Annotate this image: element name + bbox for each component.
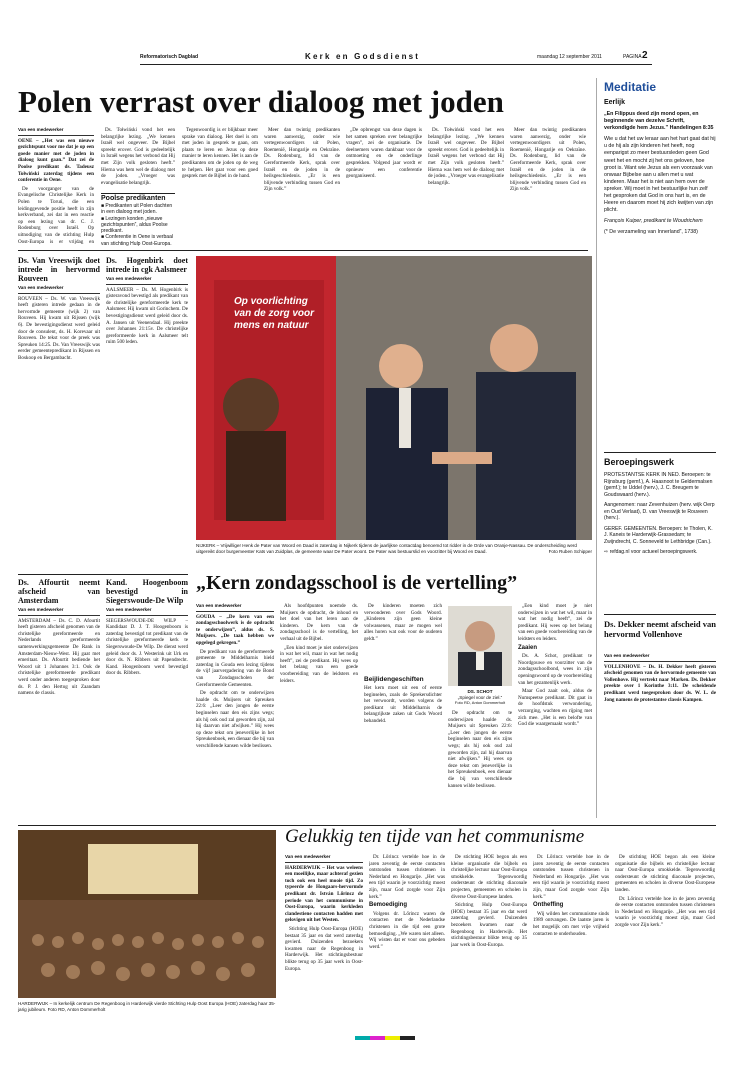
short-article-byline: Van een medewerker	[18, 607, 100, 616]
lead-intro: OENE – „Het was een nieuwe gezichtspunt voor me dat je op een goede manier met de joden in dialoog kunt gaan.” Dat zei de Poolse predikant ds. Tadeusz Tołwiński zaterdag tijdens een conferentie in Oene.	[18, 137, 94, 184]
caption-text: HARDERWIJK – In kerkelijk centrum De Regenboog in Harderwijk vierde Stichting Hulp Oost Europa (HOE) zaterdag haar 35-jarig jubileum.	[18, 1001, 276, 1012]
divider	[604, 614, 716, 615]
lead-col-3	[182, 127, 258, 245]
short-article-title: Ds. Affourtit neemt afscheid van Amsterdam	[18, 578, 100, 605]
feature-para: De predikant van de gereformeerde gemeente te Middelharnis hield zaterdag in Gouda een lezing tijdens de vijf jaarvergadering van de Bond van Zondagsscholen der Gereformeerde Gemeenten.	[196, 648, 274, 688]
ontheffing-text: Wij wilden het communisme sinds 1989 ontvangen. De laatste jaren is het mogelijk om met vrije vrijheid contacten te onderhouden.	[533, 910, 609, 937]
photo-credit: Foto Ruben Schipper	[548, 548, 592, 554]
bottom-para: Dr. Lőrincz vertelde hoe in de jaren zeventig de eerste contacten ontstonden tussen christenen in Nederland en Hongarije. „Het was een tijd waarin je voorzichtig moest zijn, maar God zorgde voor Zijn kerk.”	[615, 895, 715, 928]
short-article-byline: Van een medewerker	[18, 285, 100, 294]
factbox-item: ■ Conferentie in Oene is verbaal van stichting Hulp Oost-Europa.	[101, 234, 173, 247]
bottom-para: Stichting Hulp Oost-Europa (HOE) bestaat 35 jaar en dat werd zaterdag gevierd. Duizenden bezoekers kwamen naar de Regenboog in Harderwijk. Het stichtingsbestuur blikte terug op 35 jaar werk in Oost-Europa.	[285, 925, 363, 972]
bottom-col-3	[451, 854, 527, 1029]
feature-para: Als hoofdpunten noemde ds. Muijsers de opdracht, de inhoud en het doel van het leren aan de kinderen. De kern van de zondagsschool is de vertelling, het verhaal uit de Bijbel.	[280, 603, 358, 642]
bottom-intro: HARDERWIJK – Het was weleens een moeilijke, maar achteraf gezien toch ook een heel mooie tijd. Zo typeerde de Hongaars-hervormde predikant dr. István Lőrincz de periode van het communisme in Oost-Europa, waarin kerkleden clandestiene contacten hadden met gelovigen uit het Westen.	[285, 864, 363, 924]
feature-box	[364, 676, 442, 821]
bottom-col-4	[533, 854, 609, 1029]
factbox-item: ■ Predikanten uit Polen dachten in een dialoog met joden.	[101, 203, 173, 216]
short-article-text: AMSTERDAM – Ds. C. D. Afourtit heeft gisteren afscheid genomen van de christelijke gereformeerde en Nederlands gereformeerde samenwerkingsgemeente De Rank in Amsterdam-Nieuw-West. Hij gaat met emeritaat. Ds. Afourtit bediende het Woord uit 1 Johannes 3:1. Ook de christelijke gereformeerde predikant werd onder anderen toegesproken door ds. P. J. den Hertog uit Zaandam namens de classis.	[18, 617, 100, 697]
list-item: PROTESTANTSE KERK IN NED. Beroepen: te Rijnsburg (gemf.), A. Haasnoot te Geldermalsen (gemf.); te Uddel (herv.), J. C. Breugem te Goudswaard (herv.).	[604, 472, 713, 498]
short-article-title: Kand. Hoogenboom bevestigd in Siegerswoude-De Wilp	[106, 578, 188, 605]
list-item: GEREF. GEMEENTEN. Beroepen: te Tholen, K. J. Kaneis te Harderwijk-Grassedam; te Zwijndrecht, C. Sonneveld te Lethbridge (Can.).	[604, 525, 713, 545]
jubilee-caption	[18, 1001, 276, 1012]
feature-col-3	[364, 603, 442, 673]
ceremony-photo	[196, 256, 592, 540]
divider	[604, 452, 716, 453]
lead-para-2: Ds. Tołwiński vond het een belangrijke lezing. „We kennen Israël wel ongeveer. De Bijbel spreekt erover. God is gedeeltelijk in Israël wegens het verbond dat Hij met Zijn volk gesloten heeft.” Hierna was hem wel de dialoog met de joden. „Vroeger was evangelisatie belangrijk.	[101, 127, 175, 186]
square-bullet-icon: ■	[101, 215, 106, 222]
bottom-byline: Van een medewerker	[285, 854, 363, 863]
banner-text: Op voorlichting van de zorg voor mens en natuur	[234, 296, 315, 331]
lead-col-7	[510, 127, 586, 245]
feature-col-5	[518, 603, 592, 821]
jubilee-photo	[18, 830, 276, 998]
caption-text: NIJKERK – Vrijwilliger Henk de Pater van Woord en Daad is zaterdag in Nijkerk tijdens de jaarlijkse contactdag benoemd tot ridder in de Orde van Oranje-Nassau. De onderscheiding werd uitgereikt door burgemeester Kats van Zuidplas, de gemeente waar De Pater woont. De Pater was bestuurslid en voorzitter bij Woord en Daad.	[196, 543, 577, 554]
lead-factbox	[101, 193, 175, 248]
meditatie-text: Wie u dat het uw leraar aan het hart gaat dat hij u de hij als zijn kinderen het heeft, nog eenparigst zo meer bestuursleden geen God weet het en mocht zij het ons geloven, hoe groot is. Want wie Jezus als een voorzaak van onwaar Bijbelse aan u allen met u wat kinderen. Maar het is niet aan hem over de spreker. Wij moet in het bestuurlijke hun zelf het gesproken dat God in ons hart is, en de Heere en daarom moet hij zich kwijten van zijn plicht.	[604, 136, 716, 214]
lead-para-1: De voorganger van de Evangelische Christelijke Kerk in Polen te Toruń, die een leidinggevende positie heeft in zijn kerkverband, zei dat in een reactie op een lezing van dr. C. J. Rodenburg over Israël. Op uitnodiging van de stichting Hulp Oost-Europa is er vrijdag en	[18, 185, 94, 245]
divider	[18, 250, 588, 251]
feature-rest: Maar God zaait ook, aldus de Numspeetse predikant. Dit gaat in de hoofdstuk verwondering, verzorging, wachten en rijping met zich mee. „Het is een belofte van God die waargemaakt wordt.”	[518, 688, 592, 728]
bottom-col-1	[285, 854, 363, 1029]
dekker-body	[604, 653, 716, 818]
paper-name: Reformatorisch Dagblad	[140, 54, 199, 60]
feature-para: De opdracht om te onderwijzen haalde ds. Muijsers uit Spreuken 22:6: „Leer den jongen de eerste beginselen naar den eis zijns wegs; als hij ook oud zal geworden zijn, zal hij daarvan niet afwijken.” Hij wees op deze tekst om jeneverlijke in het Spreukenboek, een dienaar die bij van verschillende kansen wilde beslissen.	[196, 690, 274, 749]
meditatie-footnote: (* De verzameling van Innerland”, 1738)	[604, 229, 698, 236]
short-article-byline: Van een medewerker	[106, 276, 188, 285]
bottom-col-2	[369, 854, 445, 1029]
bottom-headline: Gelukkig ten tijde van het communisme	[285, 826, 585, 847]
ds-schot-portrait	[448, 606, 512, 686]
beroepings-list	[604, 472, 716, 610]
feature-para: „Een kind moet je niet onderwijzen in wat het wil, maar in wat het nodig heeft”, zei de predikant. Hij wees op het belang van een goede voorbereiding van de leidsters en leiders.	[280, 644, 358, 684]
bemoediging-title: Bemoediging	[369, 902, 408, 909]
meditatie-quote: „En Filippus deed zijn mond open, en beginnende van dezelve Schrift, verkondigde hem Jezus.” Handelingen 8:35	[604, 111, 714, 132]
feature-para: De kinderen moeten zich verwonderen over Gods Woord. „Kinderen zijn geen kleine volwassenen, maar ze mogen wel alles horen wat ook voor de ouderen geldt.”	[364, 603, 442, 642]
page-number: 2	[642, 50, 648, 61]
ds-schot-caption	[448, 689, 512, 706]
lead-para-7: Meer dan twintig predikanten waren aanwezig, onder wie vertegenwoordigers uit Polen, Roemenië, Hongarije en Oekraïne. Ds. Rodenburg, lid van de Gereformeerde Kerk, sprak over Israël en de joden in de heilsgeschiedenis. „Er is een blijvende verbinding tussen God en Zijn volk.”	[510, 127, 586, 193]
factbox-title: Poolse predikanten	[101, 195, 166, 202]
short-article-2	[106, 256, 188, 570]
ontheffing-title: Ontheffing	[533, 902, 564, 909]
link-arrow-icon: ⇨	[604, 549, 610, 555]
short-article-4	[106, 578, 188, 823]
print-color-bar	[355, 1036, 415, 1040]
lead-byline: Van een medewerker	[18, 127, 94, 136]
short-article-title: Ds. Hogenbirk doet intrede in cgk Aalsmeer	[106, 256, 188, 274]
divider	[18, 574, 188, 575]
short-article-text: ROUVEEN – Ds. W. van Vreeswijk heeft gisteren intrede gedaan in de hervormde gemeente (wijk 2) van Rouveen. Hij kwam uit Rijssen (wijk 6). De bevestigingsdienst werd geleid door de consulent, ds. H. Korevaar uit Rouveen. De tekst voor de preek was Spreuken 14:25. Ds. Van Vreeswijk was eerder gemeentepredikant in Rijssen en Boskoop en Bergambacht.	[18, 295, 100, 361]
feature-headline: „Kern zondagsschool is de vertelling”	[196, 572, 518, 594]
caption-name: DS. SCHOT	[467, 689, 493, 694]
bemoediging-text: Volgens dr. Lőrincz waren de contacten met de Nederlandse christenen in die tijd een grote bemoediging. „We waren niet alleen. Wij wisten dat er voor ons gebeden werd.”	[369, 910, 445, 950]
refdag-link[interactable]: ⇨ refdag.nl voor actueel beroepingswerk.	[604, 549, 698, 555]
issue-date: maandag 12 september 2011	[537, 54, 602, 60]
lead-para-6: Ds. Tołwiński vond het een belangrijke lezing. „We kennen Israël wel ongeveer. De Bijbel spreekt erover. God is gedeeltelijk in Israël wegens het verbond dat Hij met Zijn volk gesloten heeft.” Hierna was hem wel de dialoog met de joden. „Vroeger was evangelisatie belangrijk.	[428, 127, 504, 186]
lead-col-6	[428, 127, 504, 245]
short-article-title: Ds. Van Vreeswijk doet intrede in hervormd Rouveen	[18, 256, 100, 283]
short-article-text: AALSMEER – Ds. M. Hogenbirk is gisteravond bevestigd als predikant van de christelijke gereformeerde kerk te Aalsmeer. Hij kwam uit Gorinchem. De bevestigingsdienst werd geleid door ds. A. Jansen uit Veenendaal. Hij preekte over Johannes 21:15v. De christelijke gereformeerde kerk in Aalsmeer telt ruim 500 leden.	[106, 286, 188, 346]
feature-para: „Een kind moet je niet onderwijzen in wat het wil, maar in wat het nodig heeft”, zei de predikant. Hij wees op het belang van een goede voorbereiding van de leidsters en leiders.	[518, 603, 592, 642]
lead-col-2	[101, 127, 175, 187]
bottom-para: Dr. Lőrincz vertelde hoe in de jaren zeventig de eerste contacten ontstonden tussen christenen in Nederland en Hongarije. „Het was een tijd waarin je voorzichtig moest zijn, maar God zorgde voor Zijn kerk.”	[369, 854, 445, 900]
lead-col-5	[346, 127, 422, 245]
dekker-byline: Van een medewerker	[604, 653, 716, 662]
square-bullet-icon: ■	[101, 203, 106, 209]
beroepings-title: Beroepingswerk	[604, 457, 675, 467]
meditatie-subtitle: Eerlijk	[604, 99, 626, 106]
bottom-col-5	[615, 854, 715, 1029]
masthead	[140, 52, 652, 65]
bottom-para: De stichting HOE begon als een kleine organisatie die bijbels en christelijke lectuur naar Oost-Europa smokkelde. Tegenwoordig ondersteunt de stichting diaconale projecten, gemeenten en scholen in diverse Oost-Europese landen.	[451, 854, 527, 900]
zaaien-title: Zaaien	[518, 644, 538, 651]
dekker-text: VOLLENHOVE – Ds. H. Dekker heeft gisteren afscheid genomen van de hervormde gemeente van Vollenhove. Hij vertrekt naar Marken. Ds. Dekker preekte over 1 Korinthe 3:11. De scheidende predikant werd toegesproken door ds. W. L. de Jong namens de protestantse classis Kampen.	[604, 663, 716, 703]
page-label: PAGINA	[623, 54, 642, 60]
factbox-item: ■ Lezingen konden „nieuwe gezichtspunten”, aldus Poolse predikant.	[101, 215, 168, 235]
section-title: Kerk en Godsdienst	[305, 52, 421, 61]
caption-text: „Spiegel voor de ziel.”	[457, 694, 503, 700]
list-item: Aangenomen: naar Zevenhuizen (herv. wijk Oerp en Oud Verlaat), D. van Vreeswijk te Rouveen (herv.).	[604, 502, 715, 521]
feature-col-2	[280, 603, 358, 821]
lead-headline: Polen verrast over dialoog met joden	[18, 84, 504, 119]
sidebar-divider	[596, 78, 597, 818]
zaaien-text: Ds. A. Schot, predikant te Noordgouwe en voorzitter van de zondagsschoolbond, wees in zijn openingswoord op de voorbereiding van het gezamenlijk werk.	[518, 653, 592, 686]
bottom-para: De stichting HOE begon als een kleine organisatie die bijbels en christelijke lectuur naar Oost-Europa smokkelde. Tegenwoordig ondersteunt de stichting diaconale projecten, gemeenten en scholen in diverse Oost-Europese landen.	[615, 854, 715, 893]
ceremony-caption	[196, 543, 592, 554]
meditatie-body	[604, 111, 716, 441]
ds-schot-photo	[448, 606, 512, 686]
feature-col-4	[448, 710, 512, 821]
meditatie-title: Meditatie	[604, 80, 657, 94]
feature-col-1	[196, 603, 274, 821]
lead-para-5: „De opbrengst van deze dagen is het samen spreken over belangrijke vragen”, zei de organisatie. De deelnemers waren dankbaar voor de ontmoeting en de onderlinge gesprekken. Volgend jaar wordt er opnieuw een conferentie georganiseerd.	[346, 127, 422, 180]
photo-credit: Foto RD, Anton Dommerholt	[47, 1006, 106, 1012]
dekker-title: Ds. Dekker neemt afscheid van hervormd Vollenhove	[604, 619, 716, 639]
photo-credit: Foto RD, Anton Dommerholt	[454, 700, 506, 706]
lead-para-4: Meer dan twintig predikanten waren aanwezig, onder wie vertegenwoordigers uit Polen, Roemenië, Hongarije en Oekraïne. Ds. Rodenburg, lid van de Gereformeerde Kerk, sprak over Israël en de joden in de heilsgeschiedenis. „Er is een blijvende verbinding tussen God en Zijn volk.”	[264, 127, 340, 193]
feature-box-title: Beijlidengeschiften	[364, 676, 424, 683]
short-article-3	[18, 578, 100, 823]
square-bullet-icon: ■	[101, 234, 106, 241]
short-article-text: SIEGERSWOUDE-DE WILP – Kandidaat D. J. T. Hoogenboom is zaterdag bevestigd tot predikant van de christelijke gereformeerde kerk te Siegerswoude-De Wilp. De dienst werd geleid door ds. J. Westerink uit Urk en door ds. N. Ribbers uit Papendrecht. Kand. Hoogenboom werd bevestigd door ds. Ribbers.	[106, 617, 188, 677]
lead-col-1	[18, 127, 94, 245]
lead-para-3: Tegenwoordig is er blijkbaar meer sprake van dialoog. Het doel is om met joden in gesprek te gaan, om plaats te leren en Jezus op deze manier te leren kennen. Het is aan de predikanten om de joden op de weg te helpen. Het gaat voor een goed gesprek met de Bijbel in de hand.	[182, 127, 258, 180]
feature-para: De opdracht om te onderwijzen haalde ds. Muijsers uit Spreuken 22:6: „Leer den jongen de eerste beginselen naar den eis zijns wegs; als hij ook oud zal geworden zijn, zal hij daarvan niet afwijken.” Hij wees op deze tekst om jeneverlijke in het Spreukenboek, een dienaar die bij van verschillende kansen wilde beslissen.	[448, 710, 512, 789]
short-article-byline: Van een medewerker	[106, 607, 188, 616]
lead-col-4	[264, 127, 340, 245]
bottom-para: Stichting Hulp Oost-Europa (HOE) bestaat 35 jaar en dat werd zaterdag gevierd. Duizenden bezoekers kwamen naar de Regenboog in Harderwijk. Het stichtingsbestuur blikte terug op 35 jaar werk in Oost-Europa.	[451, 902, 527, 948]
hall-photo-art	[18, 830, 276, 998]
meditatie-author: François Kuiper, predikant te Woudrichem	[604, 218, 703, 225]
feature-byline: Van een medewerker	[196, 603, 274, 612]
bottom-para: Dr. Lőrincz vertelde hoe in de jaren zeventig de eerste contacten ontstonden tussen christenen in Nederland en Hongarije. „Het was een tijd waarin je voorzichtig moest zijn, maar God zorgde voor Zijn kerk.”	[533, 854, 609, 900]
short-article-1	[18, 256, 100, 570]
feature-intro: GOUDA – „De kern van een zondagsschoolwerk is de opdracht te onderwijzen”, aldus ds. S. Muijsers. „De taak hebben we opgelegd gekregen.”	[196, 613, 274, 646]
feature-box-text: Het kern moet uit een of eerste beginselen, zoals de Sprekersdichter het verwoordt, worden volgens de predikant uit Middelharnis de belangrijkste zaken uit Gods Woord behandeld.	[364, 685, 442, 724]
